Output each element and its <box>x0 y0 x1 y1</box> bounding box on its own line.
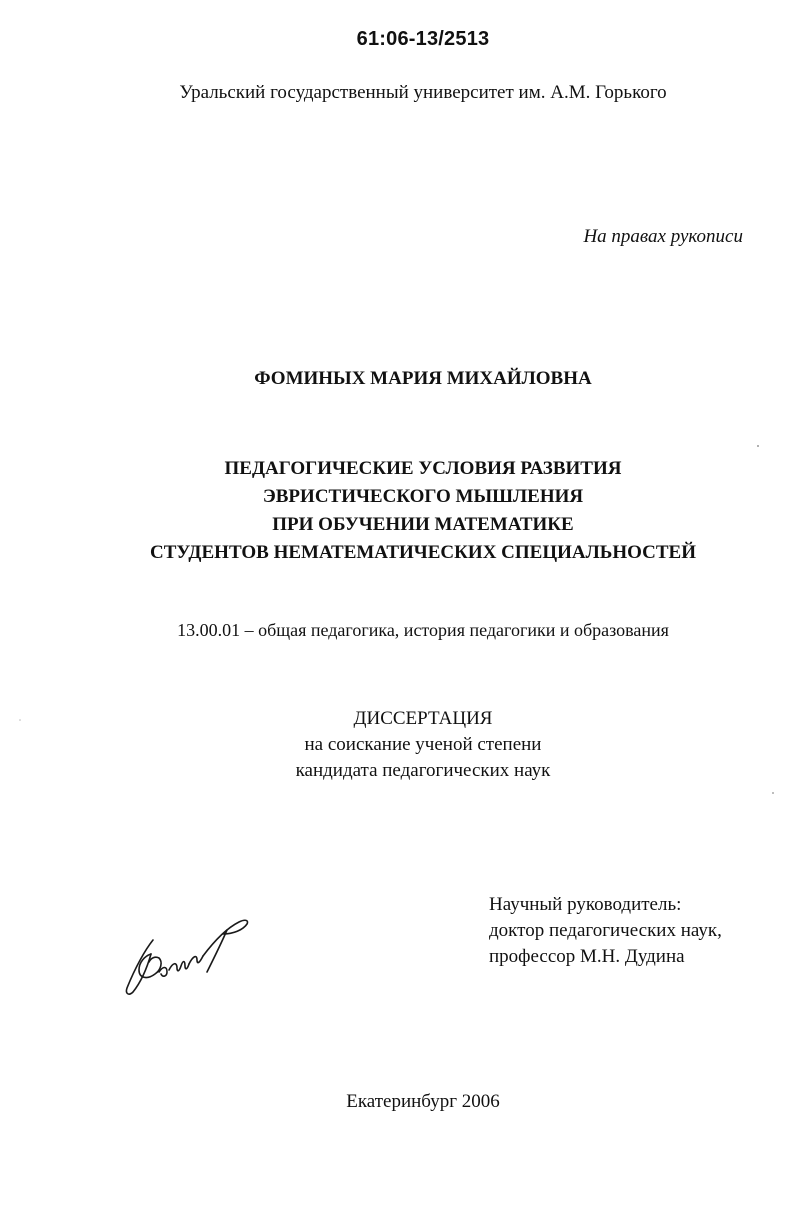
handwritten-signature <box>115 910 265 1010</box>
dissertation-heading: ДИССЕРТАЦИЯ <box>353 708 493 729</box>
dissertation-title <box>0 455 798 567</box>
city-year: Екатеринбург 2006 <box>346 1091 500 1112</box>
dissertation-block <box>0 706 798 784</box>
title-line-3: ПРИ ОБУЧЕНИИ МАТЕМАТИКЕ <box>272 514 574 535</box>
rights-note: На правах рукописи <box>583 226 743 247</box>
degree-line-2: кандидата педагогических наук <box>295 760 551 781</box>
specialty-code: 13.00.01 – общая педагогика, история педагогики и образования <box>177 620 669 640</box>
title-line-4: СТУДЕНТОВ НЕМАТЕМАТИЧЕСКИХ СПЕЦИАЛЬНОСТЕЙ <box>150 542 696 563</box>
title-line-1: ПЕДАГОГИЧЕСКИЕ УСЛОВИЯ РАЗВИТИЯ <box>224 458 622 479</box>
degree-line-1: на соискание ученой степени <box>304 734 542 755</box>
catalog-number: 61:06-13/2513 <box>356 28 490 50</box>
supervisor-name: профессор М.Н. Дудина <box>489 946 685 967</box>
supervisor-block <box>489 892 722 970</box>
supervisor-degree: доктор педагогических наук, <box>489 920 722 941</box>
university-name: Уральский государственный университет им. А.М. Горького <box>179 82 667 103</box>
title-line-2: ЭВРИСТИЧЕСКОГО МЫШЛЕНИЯ <box>262 486 584 507</box>
author-name: ФОМИНЫХ МАРИЯ МИХАЙЛОВНА <box>254 368 592 389</box>
supervisor-label: Научный руководитель: <box>489 894 682 915</box>
